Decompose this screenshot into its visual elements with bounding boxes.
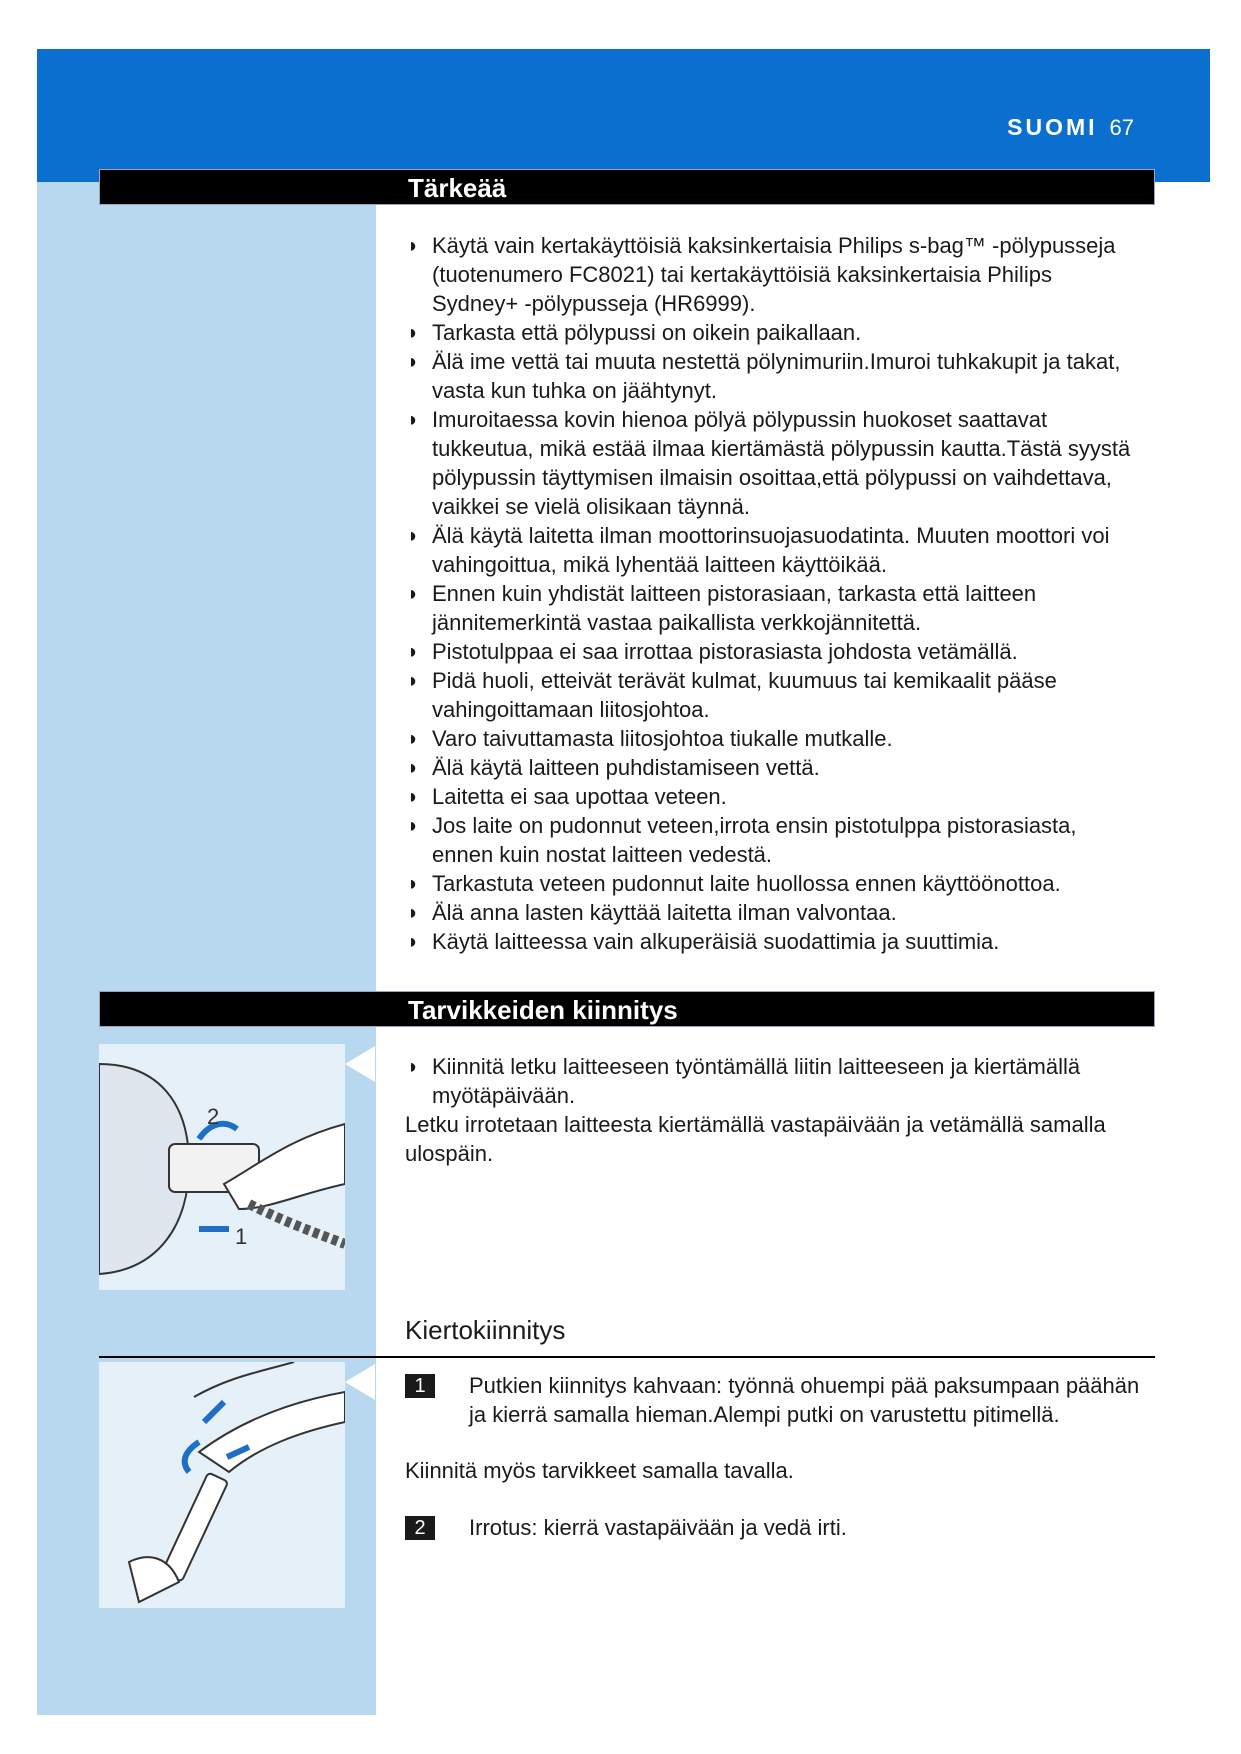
list-item: ◗ Pidä huoli, etteivät terävät kulmat, kuumuus tai kemikaalit pääse vahingoittamaan liitosjohtoa. [405, 666, 1140, 724]
list-item: ◗ Tarkastuta veteen pudonnut laite huollossa ennen käyttöönottoa. [405, 869, 1140, 898]
accessories-content [405, 1052, 1140, 1168]
arrow-label-2: 2 [207, 1104, 220, 1129]
accessories-list [405, 1052, 1140, 1110]
section-title-important: Tärkeää [408, 173, 507, 203]
hose-detach-note: Letku irrotetaan laitteesta kiertämällä vastapäivään ja vetämällä samalla ulospäin. [405, 1112, 1106, 1166]
list-item: ◗ Älä anna lasten käyttää laitetta ilman valvontaa. [405, 898, 1140, 927]
important-list [405, 231, 1140, 956]
tube-connect-drawing [99, 1362, 345, 1608]
accessory-note: Kiinnitä myös tarvikkeet samalla tavalla. [405, 1458, 794, 1483]
section-title-accessories: Tarvikkeiden kiinnitys [408, 995, 678, 1025]
illustration-pointer [345, 1046, 375, 1082]
illustration-pointer [345, 1364, 375, 1400]
list-item: ◗ Imuroitaessa kovin hienoa pölyä pölypussin huokoset saattavat tukkeutua, mikä estää ilmaa kiertämästä pölypussin kautta.Tästä syystä pölypussin täyttymisen ilmaisin osoittaa,että pölypussi on vaihdettava, vaikkei se vielä olisikaan täynnä. [405, 405, 1140, 521]
step-2 [405, 1513, 1140, 1542]
step-text-2: Irrotus: kierrä vastapäivään ja vedä irti. [469, 1515, 847, 1540]
list-item: ◗ Varo taivuttamasta liitosjohtoa tiukalle mutkalle. [405, 724, 1140, 753]
list-item: ◗ Kiinnitä letku laitteeseen työntämällä liitin laitteeseen ja kiertämällä myötäpäivään. [405, 1052, 1140, 1110]
list-item: ◗ Tarkasta että pölypussi on oikein paikallaan. [405, 318, 1140, 347]
arrow-label-1: 1 [235, 1224, 248, 1249]
list-item: ◗ Älä käytä laitetta ilman moottorinsuojasuodatinta. Muuten moottori voi vahingoittua, mikä lyhentää laitteen käyttöikää. [405, 521, 1140, 579]
list-item: ◗ Älä käytä laitteen puhdistamiseen vettä. [405, 753, 1140, 782]
hose-illustration [99, 1044, 345, 1290]
section-bar-important [99, 169, 1155, 205]
twist-content [405, 1371, 1140, 1542]
section-bar-accessories [99, 991, 1155, 1027]
step-number-2: 2 [405, 1516, 435, 1540]
list-item: ◗ Ennen kuin yhdistät laitteen pistorasiaan, tarkasta että laitteen jännitemerkintä vastaa paikallista verkkojännitettä. [405, 579, 1140, 637]
step-text-1: Putkien kiinnitys kahvaan: työnnä ohuempi pää paksumpaan päähän ja kierrä samalla hieman.Alempi putki on varustettu pitimellä. [469, 1373, 1140, 1427]
step-number-1: 1 [405, 1374, 435, 1398]
tube-illustration [99, 1362, 345, 1608]
list-item: ◗ Älä ime vettä tai muuta nestettä pölynimuriin.Imuroi tuhkakupit ja takat, vasta kun tuhka on jäähtynyt. [405, 347, 1140, 405]
list-item: ◗ Laitetta ei saa upottaa veteen. [405, 782, 1140, 811]
page-number: 67 [1109, 115, 1134, 140]
list-item: ◗ Käytä laitteessa vain alkuperäisiä suodattimia ja suuttimia. [405, 927, 1140, 956]
subsection-title: Kiertokiinnitys [405, 1315, 566, 1345]
hose-connect-drawing [99, 1044, 345, 1290]
page-header [1007, 114, 1134, 141]
list-item: ◗ Pistotulppaa ei saa irrottaa pistorasiasta johdosta vetämällä. [405, 637, 1140, 666]
important-content [405, 231, 1140, 956]
list-item: ◗ Käytä vain kertakäyttöisiä kaksinkertaisia Philips s-bag™ -pölypusseja (tuotenumero FC8021) tai kertakäyttöisiä kaksinkertaisia Philips Sydney+ -pölypusseja (HR6999). [405, 231, 1140, 318]
step-1 [405, 1371, 1140, 1429]
list-item: ◗ Jos laite on pudonnut veteen,irrota ensin pistotulppa pistorasiasta, ennen kuin nostat laitteen vedestä. [405, 811, 1140, 869]
divider [99, 1356, 1155, 1358]
language-label: SUOMI [1007, 114, 1098, 140]
